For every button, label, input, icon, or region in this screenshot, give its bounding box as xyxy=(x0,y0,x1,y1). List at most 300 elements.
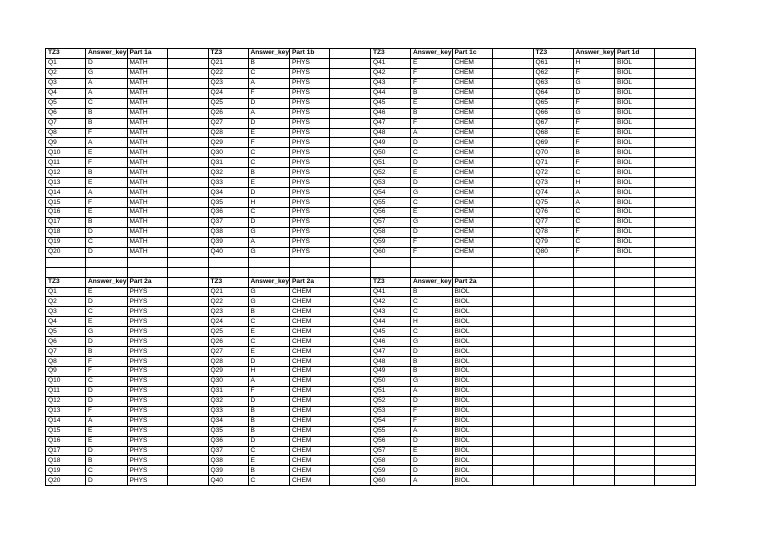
part-cell: PHYS xyxy=(290,168,330,178)
table-row xyxy=(46,217,696,227)
column-header: TZ3 xyxy=(46,277,86,287)
part-cell: PHYS xyxy=(290,78,330,88)
question-cell: Q65 xyxy=(533,98,573,108)
empty-cell xyxy=(655,446,696,456)
question-cell: Q56 xyxy=(371,208,411,218)
empty-row xyxy=(46,267,696,277)
empty-cell xyxy=(573,436,615,446)
answer-key-cell: F xyxy=(411,237,453,247)
empty-cell xyxy=(615,277,655,287)
empty-cell xyxy=(371,257,411,267)
part-cell: CHEM xyxy=(290,347,330,357)
answer-key-cell: E xyxy=(411,58,453,68)
question-cell: Q18 xyxy=(46,227,86,237)
question-cell: Q75 xyxy=(533,198,573,208)
empty-cell xyxy=(655,148,696,158)
answer-key-cell: F xyxy=(411,68,453,78)
part-cell: BIOL xyxy=(615,227,655,237)
question-cell: Q74 xyxy=(533,188,573,198)
part-cell: CHEM xyxy=(452,58,492,68)
question-cell: Q24 xyxy=(208,88,248,98)
answer-key-cell: C xyxy=(573,168,615,178)
part-cell: BIOL xyxy=(452,337,492,347)
question-cell: Q5 xyxy=(46,327,86,337)
empty-cell xyxy=(167,49,208,59)
answer-key-cell: C xyxy=(573,237,615,247)
empty-cell xyxy=(86,267,128,277)
question-cell: Q42 xyxy=(371,68,411,78)
empty-cell xyxy=(330,406,371,416)
empty-cell xyxy=(167,128,208,138)
question-cell: Q36 xyxy=(208,436,248,446)
empty-cell xyxy=(167,466,208,476)
part-cell: CHEM xyxy=(452,108,492,118)
part-cell: PHYS xyxy=(127,426,167,436)
question-cell: Q77 xyxy=(533,217,573,227)
empty-cell xyxy=(492,49,533,59)
part-cell: PHYS xyxy=(127,446,167,456)
empty-cell xyxy=(330,317,371,327)
empty-cell xyxy=(655,476,696,486)
empty-cell xyxy=(615,297,655,307)
empty-cell xyxy=(533,327,573,337)
empty-cell xyxy=(167,287,208,297)
question-cell: Q47 xyxy=(371,347,411,357)
empty-cell xyxy=(573,297,615,307)
answer-key-cell: D xyxy=(411,347,453,357)
question-cell: Q76 xyxy=(533,208,573,218)
empty-cell xyxy=(167,78,208,88)
question-cell: Q8 xyxy=(46,128,86,138)
part-cell: CHEM xyxy=(452,138,492,148)
table-row xyxy=(46,58,696,68)
empty-cell xyxy=(655,168,696,178)
question-cell: Q46 xyxy=(371,337,411,347)
empty-cell xyxy=(167,476,208,486)
answer-key-cell: A xyxy=(86,188,128,198)
answer-key-cell: G xyxy=(248,227,290,237)
answer-key-cell: A xyxy=(411,386,453,396)
empty-cell xyxy=(573,396,615,406)
question-cell: Q32 xyxy=(208,396,248,406)
empty-cell xyxy=(615,456,655,466)
empty-cell xyxy=(330,58,371,68)
part-cell: PHYS xyxy=(290,158,330,168)
empty-cell xyxy=(573,347,615,357)
table-row xyxy=(46,466,696,476)
question-cell: Q78 xyxy=(533,227,573,237)
empty-cell xyxy=(167,426,208,436)
empty-cell xyxy=(330,198,371,208)
empty-cell xyxy=(330,337,371,347)
empty-cell xyxy=(573,357,615,367)
empty-cell xyxy=(573,386,615,396)
part-cell: BIOL xyxy=(452,446,492,456)
empty-cell xyxy=(655,78,696,88)
question-cell: Q49 xyxy=(371,138,411,148)
column-header: Part 1b xyxy=(290,49,330,59)
empty-cell xyxy=(655,317,696,327)
part-cell: PHYS xyxy=(290,217,330,227)
question-cell: Q10 xyxy=(46,148,86,158)
empty-cell xyxy=(615,446,655,456)
answer-key-cell: G xyxy=(248,297,290,307)
empty-cell xyxy=(533,466,573,476)
part-cell: BIOL xyxy=(615,88,655,98)
question-cell: Q27 xyxy=(208,347,248,357)
question-cell: Q5 xyxy=(46,98,86,108)
empty-cell xyxy=(533,406,573,416)
question-cell: Q23 xyxy=(208,78,248,88)
question-cell: Q56 xyxy=(371,436,411,446)
answer-key-cell: C xyxy=(86,98,128,108)
question-cell: Q60 xyxy=(371,476,411,486)
empty-cell xyxy=(330,267,371,277)
empty-cell xyxy=(167,168,208,178)
question-cell: Q64 xyxy=(533,88,573,98)
question-cell: Q6 xyxy=(46,108,86,118)
table-row xyxy=(46,406,696,416)
question-cell: Q57 xyxy=(371,446,411,456)
empty-cell xyxy=(330,88,371,98)
empty-cell xyxy=(615,406,655,416)
question-cell: Q63 xyxy=(533,78,573,88)
table-row xyxy=(46,188,696,198)
part-cell: PHYS xyxy=(127,347,167,357)
empty-cell xyxy=(492,277,533,287)
empty-cell xyxy=(655,118,696,128)
empty-cell xyxy=(167,357,208,367)
answer-key-cell: F xyxy=(573,68,615,78)
empty-cell xyxy=(655,277,696,287)
part-cell: MATH xyxy=(127,237,167,247)
answer-key-cell: H xyxy=(248,367,290,377)
empty-cell xyxy=(492,406,533,416)
empty-cell xyxy=(655,108,696,118)
part-cell: BIOL xyxy=(452,297,492,307)
question-cell: Q79 xyxy=(533,237,573,247)
question-cell: Q28 xyxy=(208,357,248,367)
answer-key-cell: E xyxy=(411,208,453,218)
part-cell: BIOL xyxy=(452,436,492,446)
part-cell: PHYS xyxy=(127,476,167,486)
empty-cell xyxy=(655,98,696,108)
part-cell: PHYS xyxy=(127,307,167,317)
empty-cell xyxy=(573,406,615,416)
question-cell: Q4 xyxy=(46,88,86,98)
question-cell: Q44 xyxy=(371,317,411,327)
empty-cell xyxy=(492,247,533,257)
table-row xyxy=(46,88,696,98)
answer-key-cell: D xyxy=(411,138,453,148)
question-cell: Q22 xyxy=(208,297,248,307)
table-row xyxy=(46,118,696,128)
empty-cell xyxy=(167,227,208,237)
table-row xyxy=(46,237,696,247)
part-cell: CHEM xyxy=(290,367,330,377)
part-cell: PHYS xyxy=(127,436,167,446)
answer-key-cell: E xyxy=(86,178,128,188)
empty-cell xyxy=(330,68,371,78)
part-cell: CHEM xyxy=(290,287,330,297)
empty-cell xyxy=(330,396,371,406)
empty-cell xyxy=(573,307,615,317)
empty-cell xyxy=(492,257,533,267)
empty-cell xyxy=(167,118,208,128)
empty-cell xyxy=(167,436,208,446)
question-cell: Q67 xyxy=(533,118,573,128)
part-cell: MATH xyxy=(127,168,167,178)
part-cell: CHEM xyxy=(452,128,492,138)
answer-key-cell: E xyxy=(248,178,290,188)
empty-cell xyxy=(248,257,290,267)
empty-cell xyxy=(655,68,696,78)
answer-key-cell: G xyxy=(411,337,453,347)
question-cell: Q37 xyxy=(208,446,248,456)
part-cell: CHEM xyxy=(452,227,492,237)
answer-key-cell: C xyxy=(411,148,453,158)
empty-cell xyxy=(492,386,533,396)
question-cell: Q17 xyxy=(46,217,86,227)
empty-cell xyxy=(330,416,371,426)
answer-key-cell: G xyxy=(86,68,128,78)
table-row xyxy=(46,396,696,406)
table-row xyxy=(46,108,696,118)
empty-cell xyxy=(492,108,533,118)
part-cell: MATH xyxy=(127,188,167,198)
part-cell: BIOL xyxy=(615,158,655,168)
empty-cell xyxy=(492,267,533,277)
column-header: TZ3 xyxy=(208,49,248,59)
question-cell: Q62 xyxy=(533,68,573,78)
part-cell: PHYS xyxy=(290,98,330,108)
empty-cell xyxy=(330,237,371,247)
empty-cell xyxy=(371,267,411,277)
answer-key-cell: F xyxy=(411,247,453,257)
empty-cell xyxy=(492,68,533,78)
answer-key-cell: B xyxy=(248,406,290,416)
empty-cell xyxy=(655,58,696,68)
question-cell: Q37 xyxy=(208,217,248,227)
empty-cell xyxy=(248,267,290,277)
empty-cell xyxy=(573,327,615,337)
empty-cell xyxy=(655,406,696,416)
part-cell: BIOL xyxy=(615,178,655,188)
empty-cell xyxy=(655,267,696,277)
answer-key-cell: C xyxy=(411,327,453,337)
answer-key-cell: D xyxy=(86,386,128,396)
part-cell: MATH xyxy=(127,208,167,218)
empty-cell xyxy=(492,357,533,367)
empty-cell xyxy=(330,247,371,257)
empty-cell xyxy=(573,466,615,476)
question-cell: Q71 xyxy=(533,158,573,168)
empty-cell xyxy=(330,376,371,386)
empty-cell xyxy=(167,68,208,78)
answer-key-cell: D xyxy=(411,396,453,406)
part-cell: CHEM xyxy=(452,118,492,128)
question-cell: Q20 xyxy=(46,476,86,486)
table-row xyxy=(46,287,696,297)
column-header: Answer_key xyxy=(411,49,453,59)
answer-key-cell: F xyxy=(411,118,453,128)
question-cell: Q32 xyxy=(208,168,248,178)
part-cell: MATH xyxy=(127,88,167,98)
question-cell: Q57 xyxy=(371,217,411,227)
question-cell: Q29 xyxy=(208,138,248,148)
part-cell: BIOL xyxy=(452,476,492,486)
question-cell: Q38 xyxy=(208,227,248,237)
part-cell: PHYS xyxy=(290,118,330,128)
question-cell: Q59 xyxy=(371,466,411,476)
column-header: TZ3 xyxy=(208,277,248,287)
empty-cell xyxy=(167,376,208,386)
column-header: TZ3 xyxy=(533,49,573,59)
answer-key-cell: B xyxy=(411,108,453,118)
question-cell: Q19 xyxy=(46,466,86,476)
question-cell: Q51 xyxy=(371,158,411,168)
part-cell: BIOL xyxy=(452,367,492,377)
part-cell: CHEM xyxy=(290,406,330,416)
question-cell: Q43 xyxy=(371,307,411,317)
answer-key-cell: A xyxy=(573,188,615,198)
empty-cell xyxy=(330,257,371,267)
answer-key-cell: B xyxy=(411,357,453,367)
question-cell: Q1 xyxy=(46,58,86,68)
question-cell: Q34 xyxy=(208,416,248,426)
question-cell: Q55 xyxy=(371,426,411,436)
empty-cell xyxy=(533,426,573,436)
answer-key-cell: C xyxy=(86,237,128,247)
empty-cell xyxy=(167,237,208,247)
answer-key-cell: D xyxy=(411,436,453,446)
question-cell: Q61 xyxy=(533,58,573,68)
answer-key-cell: E xyxy=(411,168,453,178)
answer-key-cell: H xyxy=(248,198,290,208)
part-cell: CHEM xyxy=(290,416,330,426)
empty-cell xyxy=(330,307,371,317)
answer-key-cell: C xyxy=(86,376,128,386)
question-cell: Q26 xyxy=(208,108,248,118)
answer-key-cell: C xyxy=(248,446,290,456)
question-cell: Q39 xyxy=(208,466,248,476)
question-cell: Q6 xyxy=(46,337,86,347)
question-cell: Q16 xyxy=(46,208,86,218)
question-cell: Q80 xyxy=(533,247,573,257)
empty-cell xyxy=(330,476,371,486)
empty-cell xyxy=(615,386,655,396)
empty-cell xyxy=(46,257,86,267)
table-row xyxy=(46,247,696,257)
column-header: Part 2a xyxy=(290,277,330,287)
empty-cell xyxy=(492,367,533,377)
question-cell: Q14 xyxy=(46,416,86,426)
answer-key-cell: F xyxy=(573,138,615,148)
empty-cell xyxy=(167,208,208,218)
part-cell: CHEM xyxy=(452,198,492,208)
answer-key-cell: C xyxy=(248,68,290,78)
question-cell: Q15 xyxy=(46,198,86,208)
part-cell: BIOL xyxy=(615,118,655,128)
answer-key-cell: D xyxy=(248,118,290,128)
empty-cell xyxy=(167,446,208,456)
part-cell: CHEM xyxy=(290,476,330,486)
answer-key-cell: C xyxy=(86,307,128,317)
question-cell: Q73 xyxy=(533,178,573,188)
answer-key-cell: E xyxy=(86,317,128,327)
answer-key-cell: G xyxy=(573,78,615,88)
empty-cell xyxy=(492,456,533,466)
answer-key-cell: A xyxy=(86,88,128,98)
answer-key-cell: F xyxy=(573,247,615,257)
empty-cell xyxy=(330,367,371,377)
empty-cell xyxy=(655,88,696,98)
empty-cell xyxy=(330,227,371,237)
answer-key-cell: G xyxy=(248,287,290,297)
empty-cell xyxy=(492,128,533,138)
answer-key-cell: D xyxy=(248,396,290,406)
part-cell: BIOL xyxy=(452,396,492,406)
part-cell: CHEM xyxy=(290,386,330,396)
part-cell: BIOL xyxy=(452,307,492,317)
column-header: Answer_key xyxy=(248,49,290,59)
empty-cell xyxy=(492,317,533,327)
question-cell: Q59 xyxy=(371,237,411,247)
part-cell: BIOL xyxy=(452,317,492,327)
question-cell: Q21 xyxy=(208,287,248,297)
part-cell: BIOL xyxy=(615,68,655,78)
part-cell: PHYS xyxy=(127,466,167,476)
empty-cell xyxy=(655,208,696,218)
part-cell: PHYS xyxy=(127,386,167,396)
answer-key-cell: E xyxy=(248,327,290,337)
answer-key-cell: B xyxy=(411,367,453,377)
answer-key-cell: D xyxy=(86,247,128,257)
column-header: Part 1d xyxy=(615,49,655,59)
empty-cell xyxy=(167,217,208,227)
empty-cell xyxy=(492,198,533,208)
part-cell: PHYS xyxy=(127,416,167,426)
answer-key-cell: C xyxy=(248,158,290,168)
question-cell: Q48 xyxy=(371,357,411,367)
part-cell: PHYS xyxy=(290,58,330,68)
part-cell: PHYS xyxy=(290,68,330,78)
empty-cell xyxy=(492,376,533,386)
empty-cell xyxy=(330,357,371,367)
answer-key-cell: C xyxy=(411,297,453,307)
empty-cell xyxy=(492,347,533,357)
question-cell: Q55 xyxy=(371,198,411,208)
table-row xyxy=(46,198,696,208)
empty-cell xyxy=(492,227,533,237)
question-cell: Q13 xyxy=(46,406,86,416)
answer-key-cell: C xyxy=(573,217,615,227)
answer-key-cell: C xyxy=(248,476,290,486)
answer-key-cell: F xyxy=(86,367,128,377)
answer-key-cell: E xyxy=(86,436,128,446)
empty-cell xyxy=(330,277,371,287)
answer-key-cell: F xyxy=(248,88,290,98)
part-cell: PHYS xyxy=(290,108,330,118)
answer-key-cell: B xyxy=(86,347,128,357)
answer-key-cell: D xyxy=(411,158,453,168)
table-row xyxy=(46,347,696,357)
column-header: Answer_key xyxy=(411,277,453,287)
table-row xyxy=(46,436,696,446)
empty-cell xyxy=(615,426,655,436)
answer-key-cell: H xyxy=(573,58,615,68)
answer-key-cell: B xyxy=(411,88,453,98)
